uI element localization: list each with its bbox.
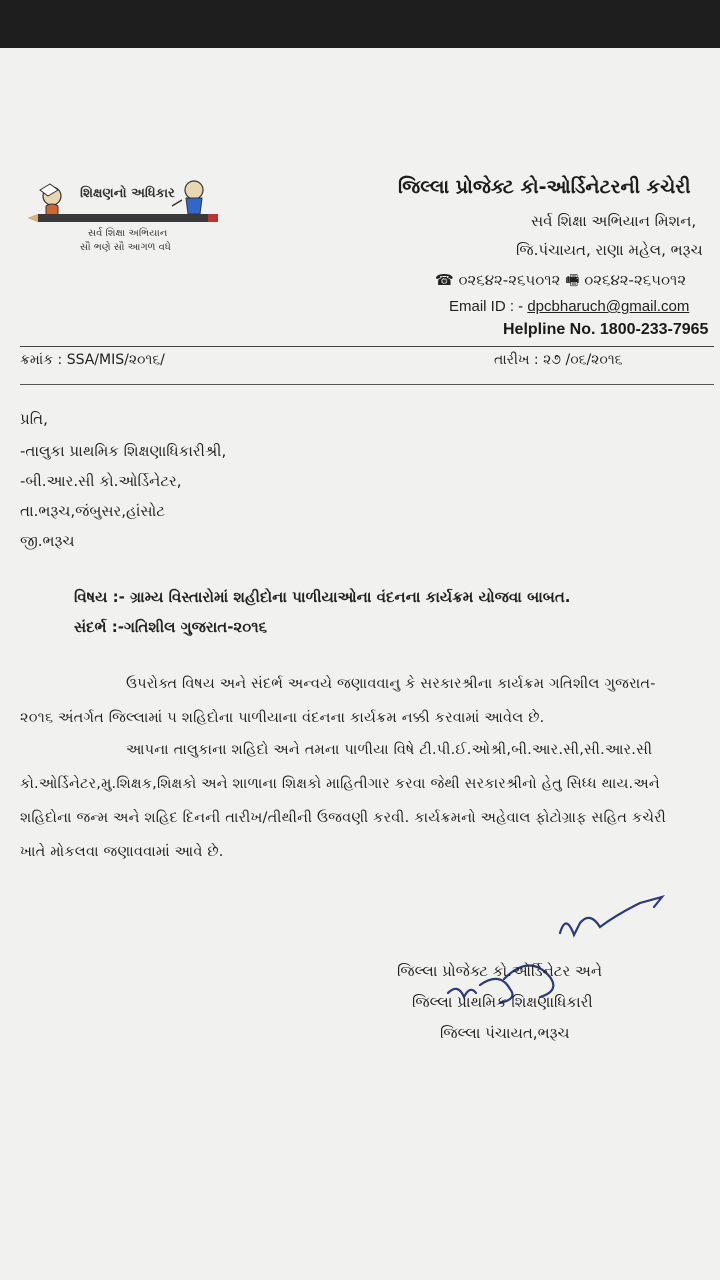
fax-number: ૦૨૬૪૨-૨૬૫૦૧૨ [584, 271, 687, 289]
recipient-line: -બી.આર.સી કો.ઓર્ડિનેટર, [20, 472, 182, 490]
divider-top [20, 346, 714, 347]
recipient-line: -તાલુકા પ્રાથમિક શિક્ષણાધિકારીશ્રી, [20, 442, 227, 460]
recipient-line: જી.ભરૂચ [20, 532, 75, 550]
body-line: ઉપરોક્ત વિષય અને સંદર્ભ અન્વયે જણાવવાનુ કે સરકારશ્રીના કાર્યક્રમ ગતિશીલ ગુજરાત- [126, 676, 656, 692]
recipient-line: પ્રતિ, [20, 410, 48, 428]
letter-date: તારીખ : ૨૭ /૦૬/૨૦૧૬ [494, 352, 623, 368]
office-title: જિલ્લા પ્રોજેક્ટ કો-ઓર્ડિનેટરની કચેરી [398, 176, 691, 198]
recipient-line: તા.ભરૂચ,જંબુસર,હાંસોટ [20, 502, 166, 520]
contact-line [435, 270, 686, 295]
body-line: ૨૦૧૬ અંતર્ગત જિલ્લામાં ૫ શહિદોના પાળીયાના વંદનના કાર્યક્રમ નક્કી કરવામાં આવેલ છે. [20, 710, 545, 726]
logo-line2: સૌ ભણે સૌ આગળ વધે [80, 242, 171, 253]
body-line: શહિદોના જન્મ અને શહિદ દિનની તારીખ/તીથીની ઉજવણી કરવી. કાર્યક્રમનો અહેવાલ ફોટોગ્રાફ સહિત કચેરી [20, 810, 666, 826]
divider-bottom [20, 384, 714, 385]
helpline: Helpline No. 1800-233-7965 [503, 321, 709, 338]
signatory-line: જિલ્લા પ્રાથમિક શિક્ષણાધિકારી [412, 993, 593, 1011]
letter-page [0, 48, 720, 1280]
signatory-line: જિલ્લા પ્રોજેક્ટ કો.ઓર્ડિનેટર અને [397, 962, 603, 980]
email-label: Email ID : - [449, 298, 528, 315]
email-line [449, 298, 689, 315]
body-line: કો.ઓર્ડિનેટર,મુ.શિક્ષક,શિક્ષકો અને શાળાના શિક્ષકો માહિતીગાર કરવા જેથી સરકારશ્રીનો હેતુ સિધ્ધ થાય.અને [20, 776, 660, 792]
fax-icon: 🖷 [565, 271, 580, 289]
status-bar [0, 0, 720, 48]
reference-number: ક્રમાંક : SSA/MIS/૨૦૧૬/ [20, 352, 165, 368]
phone-number: ૦૨૬૪૨-૨૬૫૦૧૨ [458, 271, 561, 289]
address-line1: સર્વ શિક્ષા અભિયાન મિશન, [531, 212, 697, 230]
email-link[interactable]: dpcbharuch@gmail.com [527, 298, 690, 315]
body-line: આપના તાલુકાના શહિદો અને તમના પાળીયા વિષે ટી.પી.ઈ.ઓશ્રી,બી.આર.સી,સી.આર.સી [126, 742, 653, 758]
address-line2: જિ.પંચાયત, રાણા મહેલ, ભરૂચ [516, 241, 703, 259]
logo-line1: સર્વ શિક્ષા અભિયાન [88, 228, 168, 239]
signatory-line: જિલ્લા પંચાયત,ભરૂચ [440, 1024, 570, 1042]
body-line: ખાતે મોકલવા જણાવવામાં આવે છે. [20, 844, 224, 860]
subject-line: વિષય :- ગ્રામ્ય વિસ્તારોમાં શહીદોના પાળીયાઓના વંદનના કાર્યક્રમ યોજવા બાબત. [74, 588, 571, 606]
ssa-logo [22, 176, 222, 306]
logo-title: શિક્ષણનો અધિકાર [80, 186, 175, 201]
reference-line: સંદર્ભ :-ગતિશીલ ગુજરાત-૨૦૧૬ [74, 618, 268, 636]
phone-icon: ☎ [435, 271, 454, 289]
